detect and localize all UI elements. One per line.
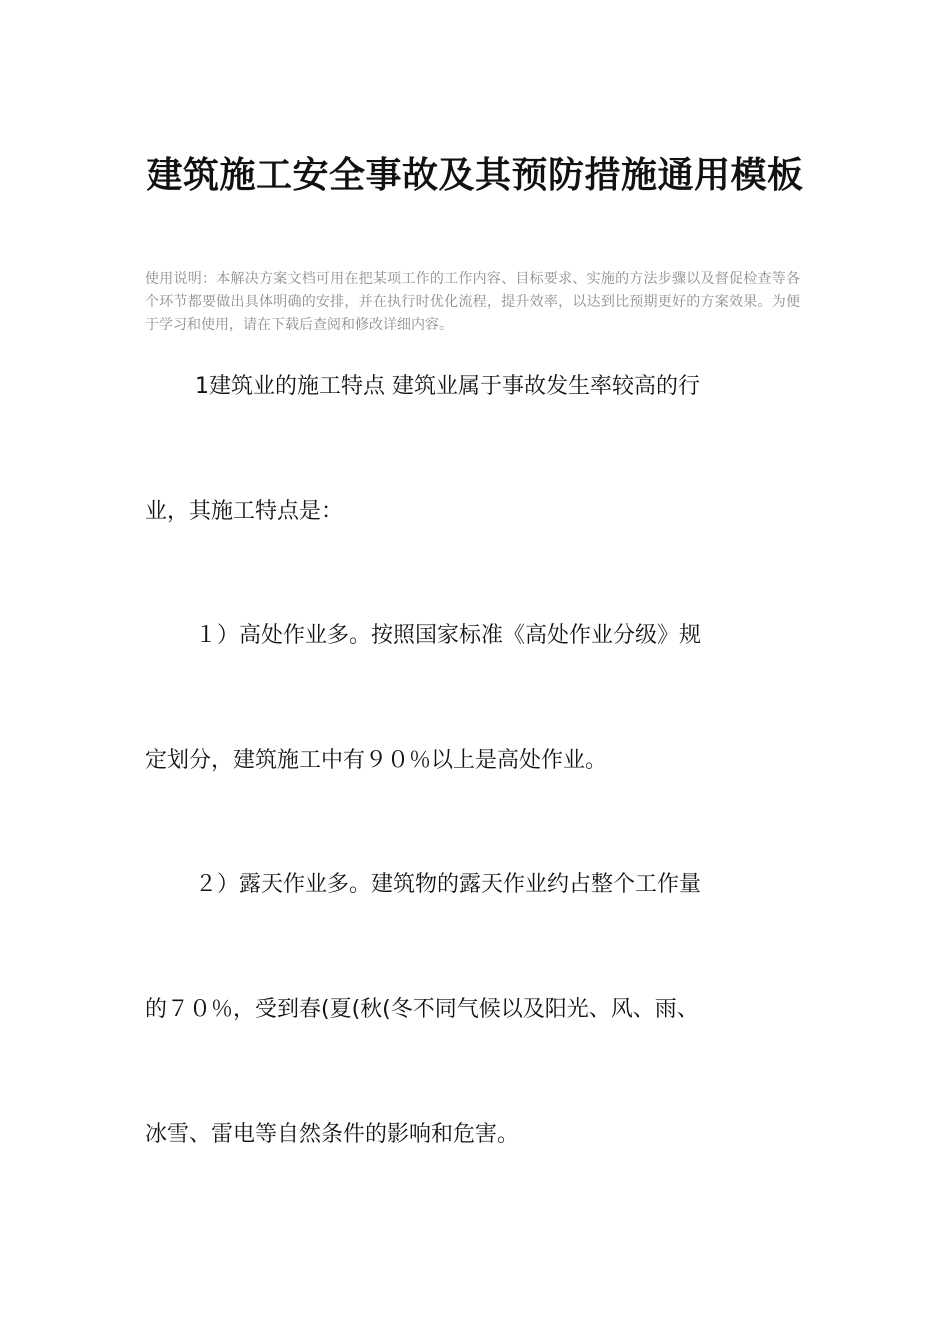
body-line-2: 业，其施工特点是： xyxy=(145,499,344,524)
document-title: 建筑施工安全事故及其预防措施通用模板 xyxy=(146,155,804,196)
body-line-1: 1建筑业的施工特点 建筑业属于事故发生率较高的行 xyxy=(195,374,700,399)
body-line-5: ２）露天作业多。建筑物的露天作业约占整个工作量 xyxy=(195,872,702,897)
body-line-4: 定划分，建筑施工中有９０％以上是高处作业。 xyxy=(145,748,608,773)
body-line-7: 冰雪、雷电等自然条件的影响和危害。 xyxy=(145,1122,520,1147)
body-line-3: １）高处作业多。按照国家标准《高处作业分级》规 xyxy=(195,623,702,648)
usage-note: 使用说明：本解决方案文档可用在把某项工作的工作内容、目标要求、实施的方法步骤以及督促检查等各个环节都要做出具体明确的安排，并在执行时优化流程，提升效率，以达到比预期更好的方案效果。为便于学习和使用，请在下载后查阅和修改详细内容。 xyxy=(145,271,800,333)
body-line-6: 的７０％，受到春(夏(秋(冬不同气候以及阳光、风、雨、 xyxy=(145,997,699,1022)
